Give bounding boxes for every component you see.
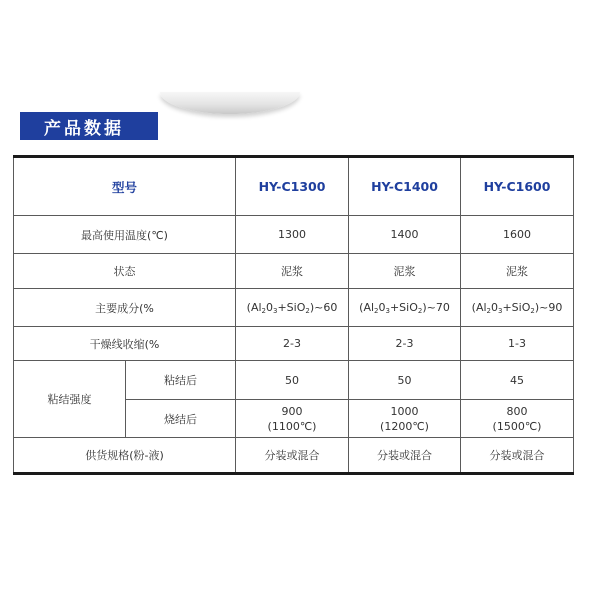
row-label-supply: 供货规格(粉-液) [14,438,236,474]
product-spec-table [13,155,574,475]
cell-value: 分装或混合 [349,438,461,474]
cell-composition: $(Al_20_3+SiO_2)\sim 60$ [236,289,349,327]
cell-composition: $(Al_20_3+SiO_2)\sim 70$ [349,289,461,327]
header-model-1: HY-C1300 [236,157,349,216]
row-label-dry-shrink: 干燥线收缩(% [14,327,236,361]
table-row [14,289,574,327]
cell-value: 泥浆 [236,254,349,289]
table-row [14,216,574,254]
row-label-max-temp: 最高使用温度(℃) [14,216,236,254]
cell-value: 2-3 [236,327,349,361]
cell-value: 1400 [349,216,461,254]
cell-value: 1000 (1200℃) [349,400,461,438]
sub-label-after-bond: 粘结后 [126,361,236,400]
section-title: 产品数据 [20,112,158,140]
sub-label-after-fire: 烧结后 [126,400,236,438]
cell-value: 泥浆 [461,254,574,289]
header-model-2: HY-C1400 [349,157,461,216]
cell-value: 50 [349,361,461,400]
cell-value: 1600 [461,216,574,254]
table-row [14,254,574,289]
row-label-composition: 主要成分(% [14,289,236,327]
cell-value: 2-3 [349,327,461,361]
row-label-bond-strength: 粘结强度 [14,361,126,438]
cell-value: 1-3 [461,327,574,361]
table-header-row [14,157,574,216]
product-dish-image [160,92,300,114]
cell-value: 泥浆 [349,254,461,289]
cell-value: 分装或混合 [461,438,574,474]
cell-composition: $(Al_20_3+SiO_2)\sim 90$ [461,289,574,327]
table-row [14,361,574,400]
cell-value: 800 (1500℃) [461,400,574,438]
cell-value: 900 (1100℃) [236,400,349,438]
cell-value: 50 [236,361,349,400]
table-row [14,438,574,474]
row-label-state: 状态 [14,254,236,289]
header-model-label: 型号 [14,157,236,216]
cell-value: 45 [461,361,574,400]
cell-value: 分装或混合 [236,438,349,474]
cell-value: 1300 [236,216,349,254]
header-model-3: HY-C1600 [461,157,574,216]
table-row [14,327,574,361]
